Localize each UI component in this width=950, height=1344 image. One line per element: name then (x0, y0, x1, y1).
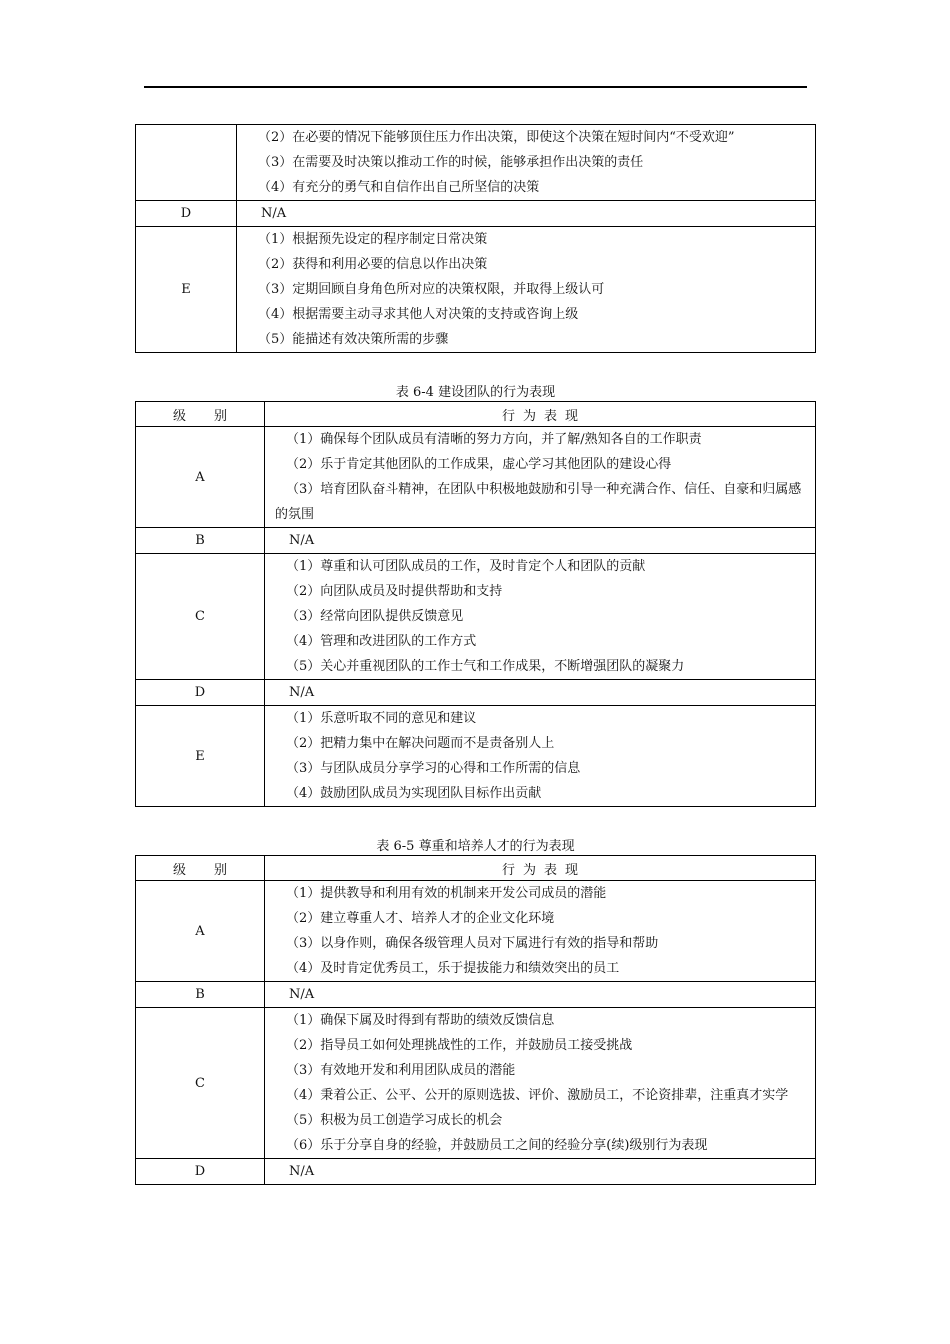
behavior-item: （3）在需要及时决策以推动工作的时候，能够承担作出决策的责任 (258, 155, 644, 170)
behavior-item: （1）确保下属及时得到有帮助的绩效反馈信息 (286, 1013, 555, 1028)
behavior-cell (265, 1008, 816, 1159)
behavior-item: （2）建立尊重人才、培养人才的企业文化环境 (286, 911, 555, 926)
level-cell: A (136, 427, 265, 528)
behavior-item: （2）把精力集中在解决问题而不是责备别人上 (286, 736, 555, 751)
table-header-row (136, 856, 816, 881)
behavior-item: （4）管理和改进团队的工作方式 (286, 634, 477, 649)
table-row (136, 706, 816, 807)
table-row (136, 881, 816, 982)
na-cell: N/A (265, 680, 816, 706)
behavior-item: （3）定期回顾自身角色所对应的决策权限，并取得上级认可 (258, 282, 605, 297)
behavior-item: （4）秉着公正、公平、公开的原则选拔、评价、激励员工，不论资排辈，注重真才实学 (286, 1088, 789, 1103)
behavior-item: （2）在必要的情况下能够顶住压力作出决策，即使这个决策在短时间内“不受欢迎” (258, 130, 735, 145)
behavior-item: （2）指导员工如何处理挑战性的工作，并鼓励员工接受挑战 (286, 1038, 633, 1053)
table-caption: 表 6-5 尊重和培养人才的行为表现 (376, 839, 575, 854)
na-cell: N/A (237, 201, 816, 227)
behavior-item: （1）乐意听取不同的意见和建议 (286, 711, 477, 726)
na-cell: N/A (265, 982, 816, 1008)
header-behavior: 行为表现 (265, 402, 816, 427)
table-row (136, 1159, 816, 1185)
team-building-table (135, 401, 816, 807)
behavior-item: （5）能描述有效决策所需的步骤 (258, 332, 449, 347)
behavior-item: （4）及时肯定优秀员工，乐于提拔能力和绩效突出的员工 (286, 961, 620, 976)
header-level: 级别 (136, 402, 265, 427)
level-cell (136, 125, 237, 201)
header-level: 级别 (136, 856, 265, 881)
level-cell: D (136, 680, 265, 706)
behavior-item: （1）确保每个团队成员有清晰的努力方向，并了解/熟知各自的工作职责 (286, 432, 702, 447)
table-row (136, 227, 816, 353)
level-cell: A (136, 881, 265, 982)
table-row (136, 680, 816, 706)
table-row (136, 427, 816, 528)
behavior-item: （3）经常向团队提供反馈意见 (286, 609, 464, 624)
table-row (136, 201, 816, 227)
table-row (136, 125, 816, 201)
header-behavior: 行为表现 (265, 856, 816, 881)
level-cell: B (136, 528, 265, 554)
level-cell: E (136, 706, 265, 807)
behavior-item: （2）乐于肯定其他团队的工作成果，虚心学习其他团队的建设心得 (286, 457, 672, 472)
table-row (136, 1008, 816, 1159)
behavior-item: （3）培育团队奋斗精神，在团队中积极地鼓励和引导一种充满合作、信任、自豪和归属感的氛围 (275, 482, 802, 522)
behavior-item: （5）关心并重视团队的工作士气和工作成果，不断增强团队的凝聚力 (286, 659, 685, 674)
behavior-item: （3）以身作则，确保各级管理人员对下属进行有效的指导和帮助 (286, 936, 659, 951)
level-cell: B (136, 982, 265, 1008)
level-cell: C (136, 1008, 265, 1159)
table-row (136, 982, 816, 1008)
header-rule (144, 86, 807, 88)
behavior-item: （2）获得和利用必要的信息以作出决策 (258, 257, 488, 272)
decision-table-continued (135, 124, 816, 353)
table-caption: 表 6-4 建设团队的行为表现 (395, 385, 556, 400)
table-row (136, 528, 816, 554)
behavior-cell (265, 554, 816, 680)
behavior-item: （3）有效地开发和利用团队成员的潜能 (286, 1063, 516, 1078)
behavior-cell (265, 427, 816, 528)
behavior-item: （4）有充分的勇气和自信作出自己所坚信的决策 (258, 180, 540, 195)
behavior-item: （4）根据需要主动寻求其他人对决策的支持或咨询上级 (258, 307, 579, 322)
behavior-item: （1）提供教导和利用有效的机制来开发公司成员的潜能 (286, 886, 607, 901)
table-row (136, 554, 816, 680)
behavior-item: （1）根据预先设定的程序制定日常决策 (258, 232, 488, 247)
behavior-item: （2）向团队成员及时提供帮助和支持 (286, 584, 503, 599)
na-cell: N/A (265, 528, 816, 554)
behavior-item: （1）尊重和认可团队成员的工作，及时肯定个人和团队的贡献 (286, 559, 646, 574)
table-header-row (136, 402, 816, 427)
behavior-item: （4）鼓励团队成员为实现团队目标作出贡献 (286, 786, 542, 801)
level-cell: E (136, 227, 237, 353)
level-cell: C (136, 554, 265, 680)
behavior-item: （3）与团队成员分享学习的心得和工作所需的信息 (286, 761, 581, 776)
level-cell: D (136, 201, 237, 227)
behavior-item: （6）乐于分享自身的经验，并鼓励员工之间的经验分享(续)级别行为表现 (286, 1138, 708, 1153)
level-cell: D (136, 1159, 265, 1185)
behavior-cell (237, 227, 816, 353)
na-cell: N/A (265, 1159, 816, 1185)
behavior-cell (265, 706, 816, 807)
behavior-cell (237, 125, 816, 201)
talent-development-table (135, 855, 816, 1185)
behavior-cell (265, 881, 816, 982)
behavior-item: （5）积极为员工创造学习成长的机会 (286, 1113, 503, 1128)
